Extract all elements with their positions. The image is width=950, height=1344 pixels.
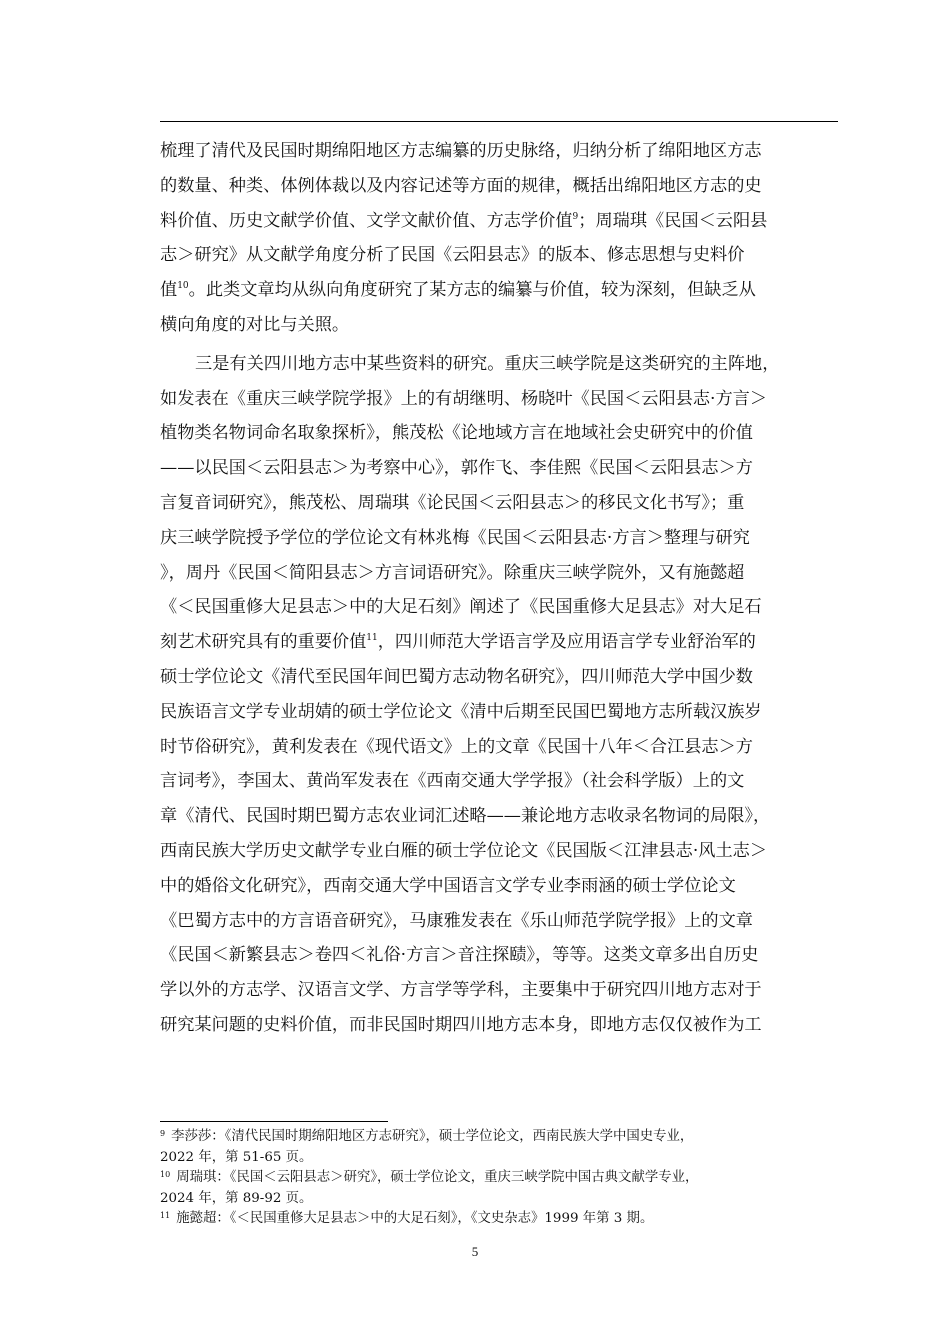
- page-number: 5: [471, 1244, 479, 1259]
- text-segment: 。此类文章均从纵向角度研究了某方志的编纂与价值，较为深刻，但缺乏从: [188, 280, 756, 301]
- footnote-number: 10: [160, 1170, 171, 1179]
- text-line: 硕士学位论文《清代至民国年间巴蜀方志动物名研究》，四川师范大学中国少数: [160, 666, 753, 687]
- footnote-text: 周瑞琪：《民国＜云阳县志＞研究》，硕士学位论文，重庆三峡学院中国古典文献学专业，: [176, 1170, 699, 1185]
- footnote-number: 11: [160, 1211, 171, 1220]
- footnotes: [160, 1127, 840, 1230]
- text-segment: ；周瑞琪《民国＜云阳县: [578, 210, 768, 231]
- paragraph-first-line: 三是有关四川地方志中某些资料的研究。重庆三峡学院是这类研究的主阵地，: [195, 353, 780, 374]
- footnote-ref[interactable]: 9: [572, 211, 579, 222]
- text-line: [160, 625, 838, 660]
- text-line: 西南民族大学历史文献学专业白雁的硕士学位论文《民国版＜江津县志·风土志＞: [160, 840, 768, 861]
- text-line: [160, 204, 838, 239]
- footnote-separator: [160, 1121, 388, 1122]
- text-line: 言词考》，李国太、黄尚军发表在《西南交通大学学报》（社会科学版）上的文: [160, 771, 745, 792]
- footnote-text: 施懿超：《＜民国重修大足县志＞中的大足石刻》，《文史杂志》1999 年第 3 期。: [176, 1211, 654, 1226]
- text-line: 梳理了清代及民国时期绵阳地区方志编纂的历史脉络，归纳分析了绵阳地区方志: [160, 141, 762, 161]
- text-segment: 值: [160, 280, 178, 301]
- text-line: [160, 273, 838, 308]
- text-line: ——以民国＜云阳县志＞为考察中心》，郭作飞、李佳熙《民国＜云阳县志＞方: [160, 458, 753, 479]
- text-segment: ，四川师范大学语言学及应用语言学专业舒治军的: [377, 632, 756, 653]
- text-line: 研究某问题的史料价值，而非民国时期四川地方志本身，即地方志仅仅被作为工: [160, 1014, 762, 1035]
- footnote-number: 9: [160, 1129, 166, 1138]
- footnote-9-cont: 2022 年，第 51-65 页。: [160, 1149, 313, 1165]
- text-line: 时节俗研究》，黄利发表在《现代语文》上的文章《民国十八年＜合江县志＞方: [160, 736, 753, 757]
- footnote-ref[interactable]: 11: [366, 633, 378, 644]
- body-text: [160, 134, 838, 1043]
- text-line: 中的婚俗文化研究》，西南交通大学中国语言文学专业李雨涵的硕士学位论文: [160, 875, 736, 896]
- text-line: 学以外的方志学、汉语言文学、方言学等学科，主要集中于研究四川地方志对于: [160, 980, 762, 1001]
- footnote-11: [160, 1209, 840, 1230]
- text-segment: 刻艺术研究具有的重要价值: [160, 632, 367, 653]
- footnote-10: [160, 1168, 840, 1189]
- text-line: 横向角度的对比与关照。: [160, 314, 350, 335]
- text-line: 志＞研究》从文献学角度分析了民国《云阳县志》的版本、修志思想与史料价: [160, 245, 745, 266]
- text-line: 章《清代、民国时期巴蜀方志农业词汇述略——兼论地方志收录名物词的局限》，: [160, 806, 771, 827]
- footnote-ref[interactable]: 10: [177, 281, 189, 292]
- text-line: 庆三峡学院授予学位的学位论文有林兆梅《民国＜云阳县志·方言＞整理与研究: [160, 527, 750, 548]
- text-segment: 料价值、历史文献学价值、文学文献价值、方志学价值: [160, 210, 573, 231]
- text-line: 民族语言文学专业胡婧的硕士学位论文《清中后期至民国巴蜀地方志所载汉族岁: [160, 701, 762, 722]
- text-line: 《＜民国重修大足县志＞中的大足石刻》阐述了《民国重修大足县志》对大足石: [160, 597, 762, 618]
- text-line: 言复音词研究》，熊茂松、周瑞琪《论民国＜云阳县志＞的移民文化书写》；重: [160, 492, 745, 513]
- footnote-9: [160, 1127, 840, 1148]
- text-line: 》，周丹《民国＜简阳县志＞方言词语研究》。除重庆三峡学院外，又有施懿超: [160, 562, 745, 583]
- text-line: 《民国＜新繁县志＞卷四＜礼俗·方言＞音注探赜》，等等。这类文章多出自历史: [160, 945, 759, 966]
- text-line: 植物类名物词命名取象探析》，熊茂松《论地域方言在地域社会史研究中的价值: [160, 423, 753, 444]
- text-line: 的数量、种类、体例体裁以及内容记述等方面的规律，概括出绵阳地区方志的史: [160, 175, 762, 196]
- footnote-10-cont: 2024 年，第 89-92 页。: [160, 1190, 313, 1206]
- text-line: 《巴蜀方志中的方言语音研究》，马康雅发表在《乐山师范学院学报》上的文章: [160, 910, 753, 931]
- header-rule: [160, 121, 838, 122]
- footnote-text: 李莎莎：《清代民国时期绵阳地区方志研究》，硕士学位论文，西南民族大学中国史专业，: [171, 1129, 694, 1144]
- text-line: 如发表在《重庆三峡学院学报》上的有胡继明、杨晓叶《民国＜云阳县志·方言＞: [160, 388, 768, 409]
